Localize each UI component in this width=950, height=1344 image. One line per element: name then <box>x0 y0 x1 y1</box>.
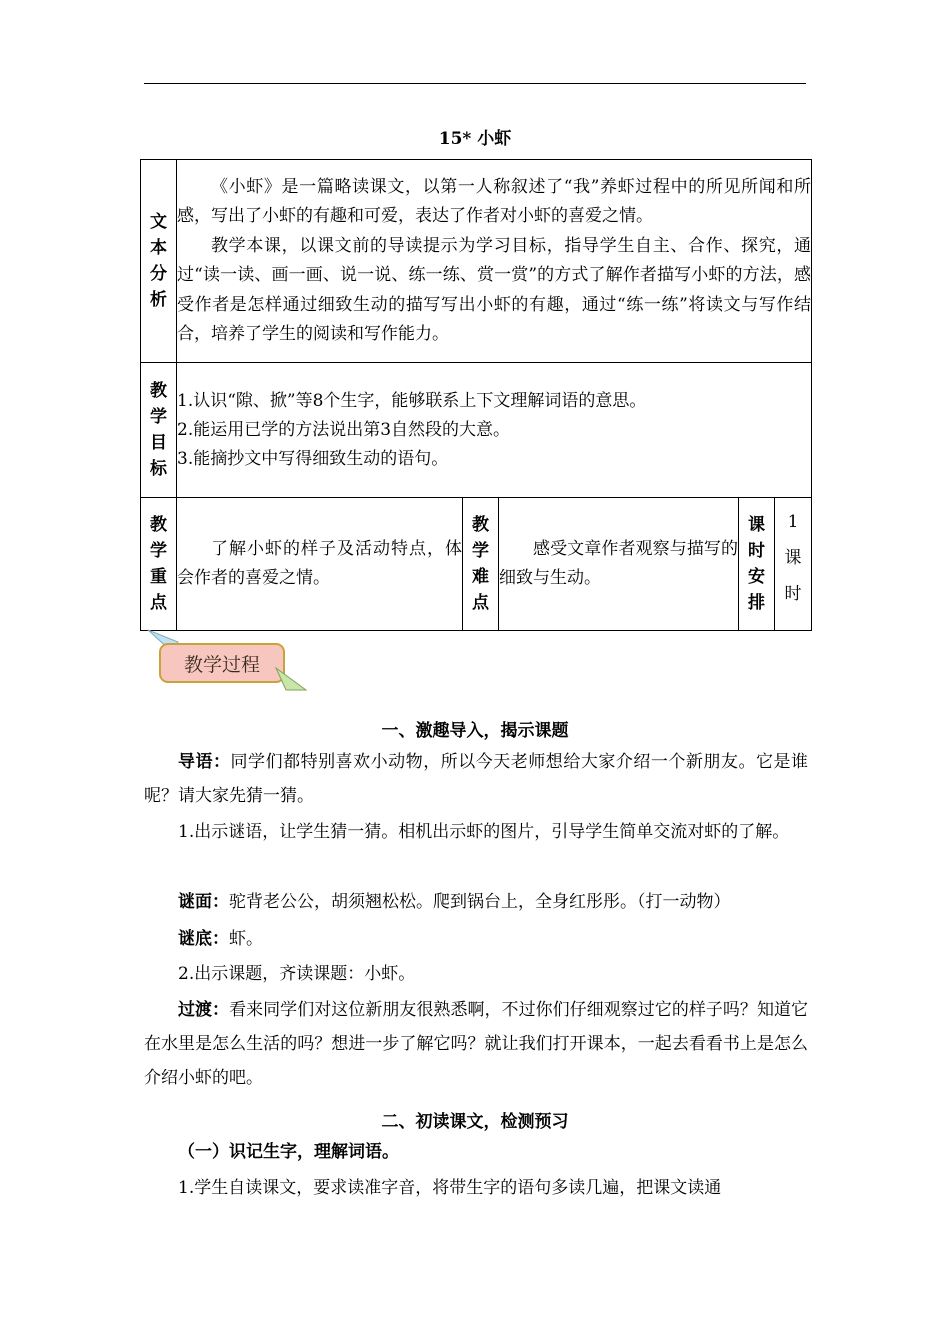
doc-title: 15* 小虾 <box>438 129 512 149</box>
label-teaching-difficulty: 教 学 难 点 <box>463 498 499 631</box>
paper-plane-green-icon <box>276 668 306 690</box>
subsection-1-title: （一）识记生字，理解词语。 <box>178 1142 399 1162</box>
step-1-paragraph: 1.出示谜语，让学生猜一猜。相机出示虾的图片，引导学生简单交流对虾的了解。 <box>178 822 790 842</box>
goal-item: 3.能摘抄文中写得细致生动的语句。 <box>177 448 449 469</box>
step-2-paragraph: 2.出示课题，齐读课题：小虾。 <box>178 964 416 984</box>
label-teaching-focus: 教 学 重 点 <box>141 498 177 631</box>
riddle-paragraph: 谜面：驼背老公公，胡须翘松松。爬到锅台上，全身红彤彤。（打一动物） <box>178 892 731 912</box>
teaching-goals-content <box>177 363 812 498</box>
teaching-focus-content: 了解小虾的样子及活动特点，体会作者的喜爱之情。 <box>177 498 463 631</box>
text-analysis-content <box>177 160 812 363</box>
badge-text: 教学过程 <box>183 654 261 676</box>
section-2-title: 二、初读课文，检测预习 <box>381 1112 569 1132</box>
teaching-difficulty-content: 感受文章作者观察与描写的细致与生动。 <box>499 498 739 631</box>
lesson-info-table <box>140 159 812 631</box>
teaching-process-badge <box>146 628 312 696</box>
header-rule <box>144 83 806 84</box>
goal-item: 2.能运用已学的方法说出第3自然段的大意。 <box>177 419 511 440</box>
row-teaching-goals <box>141 363 812 498</box>
intro-paragraph: 导语：同学们都特别喜欢小动物，所以今天老师想给大家介绍一个新朋友。它是谁呢？请大家先猜一猜。 <box>144 752 809 806</box>
analysis-paragraph-2: 教学本课，以课文前的导读提示为学习目标，指导学生自主、合作、探究，通过“读一读、画一画、说一说、练一练、赏一赏”的方式了解作者描写小虾的方法，感受作者是怎样通过细致生动的描写写出小虾的有趣，通过“练一练”将读文与写作结合，培养了学生的阅读和写作能力。 <box>177 235 812 344</box>
row-text-analysis <box>141 160 812 363</box>
row-focus-difficulty-schedule <box>141 498 812 631</box>
analysis-paragraph-1: 《小虾》是一篇略读课文，以第一人称叙述了“我”养虾过程中的所见所闻和所感，写出了小虾的有趣和可爱，表达了作者对小虾的喜爱之情。 <box>177 176 812 226</box>
section-1-title: 一、激趣导入，揭示课题 <box>381 721 569 741</box>
riddle-answer-paragraph: 谜底：虾。 <box>178 929 263 949</box>
label-teaching-goals: 教 学 目 标 <box>141 363 177 498</box>
class-schedule-value: 1 课 时 <box>775 498 812 631</box>
label-text-analysis: 文 本 分 析 <box>141 160 177 363</box>
section-2-step-1: 1.学生自读课文，要求读准字音，将带生字的语句多读几遍，把课文读通 <box>178 1178 722 1198</box>
goal-item: 1.认识“隙、掀”等8个生字，能够联系上下文理解词语的意思。 <box>177 390 647 411</box>
label-class-schedule: 课 时 安 排 <box>739 498 775 631</box>
transition-paragraph: 过渡：看来同学们对这位新朋友很熟悉啊，不过你们仔细观察过它的样子吗？知道它在水里是怎么生活的吗？想进一步了解它吗？就让我们打开课本，一起去看看书上是怎么介绍小虾的吧。 <box>144 1000 809 1088</box>
